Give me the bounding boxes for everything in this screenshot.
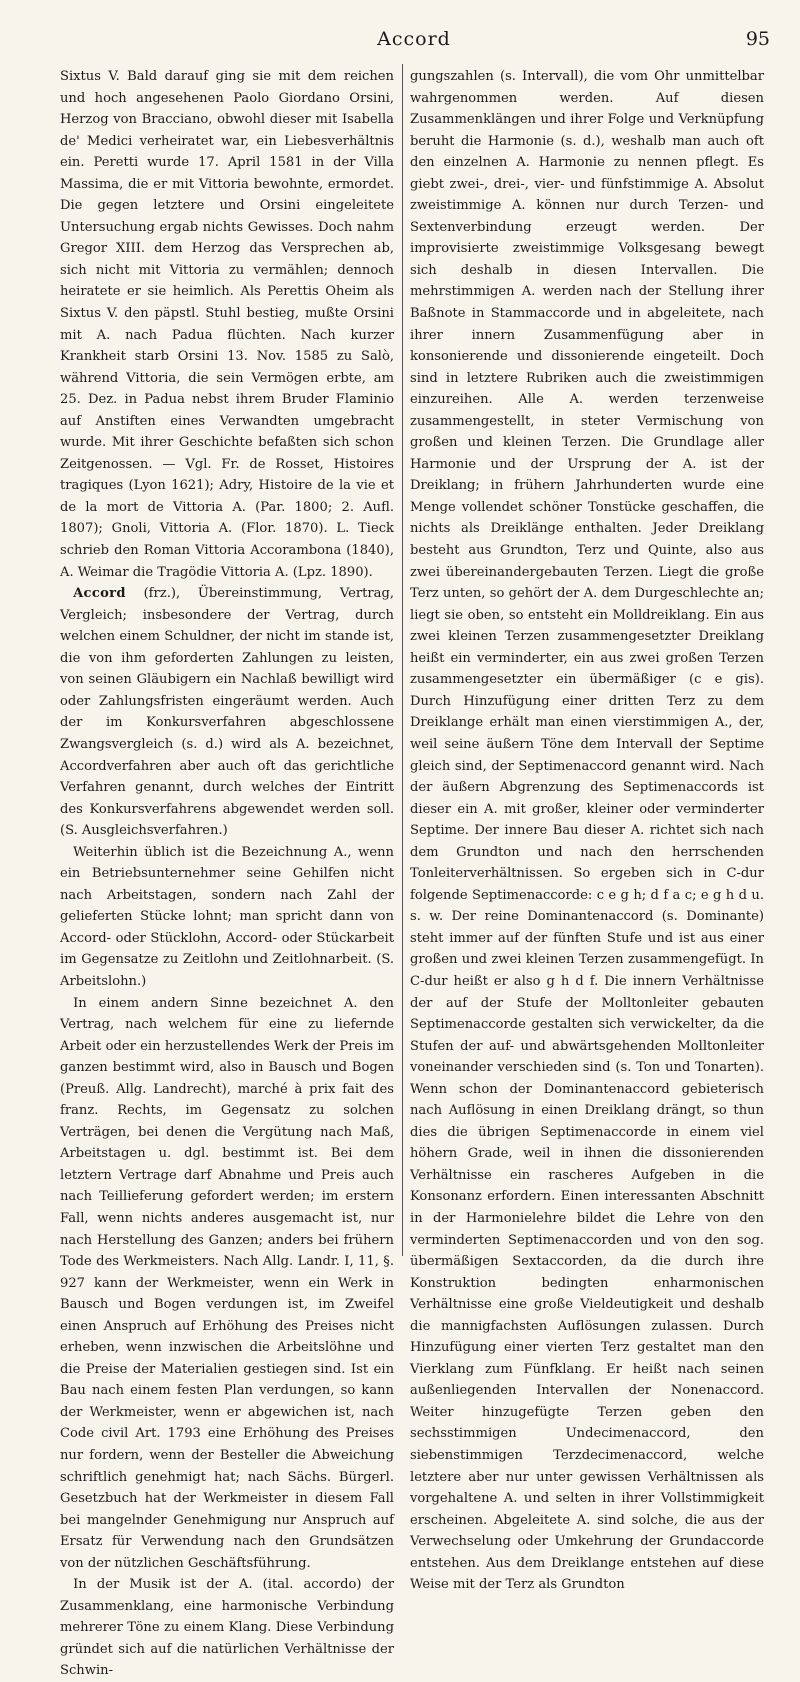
paragraph: gungszahlen (s. Intervall), die vom Ohr unmittelbar wahrgenommen werden. Auf diesen Zusammenklängen und ihrer Folge und Verknüpfung beruht die Harmonie (s. d.), weshalb man auch oft den einzelnen A. Harmonie zu nennen pflegt. Es giebt zwei-, drei-, vier- und fünfstimmige A. Absolut zweistimmige A. können nur durch Terzen- und Sextenverbindung erzeugt werden. Der improvisierte zweistimmige Volksgesang bewegt sich deshalb in diesen Intervallen. Die mehrstimmigen A. werden nach der Stellung ihrer Baßnote in Stammaccorde und in abgeleitete, nach ihrer innern Zusammenfügung aber in konsonierende und dissonierende eingeteilt. Doch sind in letztere Rubriken auch die zweistimmigen einzureihen. Alle A. werden terzenweise zusammengestellt, in steter Vermischung von großen und kleinen Terzen. Die Grundlage aller Harmonie und der Ursprung der A. ist der Dreiklang; in frühern Jahrhunderten wurde eine Menge vollendet schöner Tonstücke geschaffen, die nichts als Dreiklänge enthalten. Jeder Dreiklang besteht aus Grundton, Terz und Quinte, also aus zwei übereinandergebauten Terzen. Liegt die große Terz unten, so gehört der A. dem Durgeschlechte an; liegt sie oben, so entsteht ein Molldreiklang. Ein aus zwei kleinen Terzen zusammengesetzter Dreiklang heißt ein verminderter, ein aus zwei großen Terzen zusammengesetzter ein übermäßiger (c e gis). Durch Hinzufügung einer dritten Terz zu dem Dreiklange erhält man einen vierstimmigen A., der, weil seine äußern Töne dem Intervall der Septime gleich sind, der Septimenaccord genannt wird. Nach der äußern Abgrenzung des Septimenaccords ist dieser ein A. mit großer, kleiner oder verminderter Septime. Der innere Bau dieser A. richtet sich nach dem Grundton und nach den herrschenden Tonleiterverhältnissen. So ergeben sich in C-dur folgende Septimenaccorde: c e g h; d f a c; e g h d u. s. w. Der reine Dominantenaccord (s. Dominante) steht immer auf der fünften Stufe und ist aus einer großen und zwei kleinen Terzen zusammengefügt. In C-dur heißt er also g h d f. Die innern Verhältnisse der auf der Stufe der Molltonleiter gebauten Septimenaccorde gestalten sich verwickelter, da die Stufen der auf- und abwärtsgehenden Molltonleiter voneinander verschieden sind (s. Ton und Tonarten). Wenn schon der Dominantenaccord gebieterisch nach Auflösung in einen Dreiklang drängt, so thun dies die übrigen Septimenaccorde in einem viel höhern Grade, weil in ihnen die dissonierenden Verhältnisse ein rascheres Aufgeben in die Konsonanz erfordern. Einen interessanten Abschnitt in der Harmonielehre bildet die Lehre von den verminderten Septimenaccorden und von den sog. übermäßigen Sextaccorden, da die durch ihre Konstruktion bedingten enharmonischen Verhältnisse eine große Vieldeutigkeit und deshalb die mannigfachsten Auflösungen zulassen. Durch Hinzufügung einer vierten Terz gestaltet man den Vierklang zum Fünfklang. Er heißt nach seinen außenliegenden Intervallen der Nonenaccord. Weiter hinzugefügte Terzen geben den sechsstimmigen Undecimenaccord, den siebenstimmigen Terzdecimenaccord, welche letztere aber nur unter gewissen Verhältnissen als vorgehaltene A. und selten in ihrer Vollstimmigkeit erscheinen. Abgeleitete A. sind solche, die aus der Verwechselung oder Umkehrung der Grundaccorde entstehen. Aus dem Dreiklange entstehen auf diese Weise mit der Terz als Grundton [410, 69, 764, 1593]
text-column-right [410, 66, 764, 1593]
paragraph: In einem andern Sinne bezeichnet A. den Vertrag, nach welchem für eine zu liefernde Arbeit oder ein herzustellendes Werk der Preis im ganzen bestimmt wird, also in Bausch und Bogen (Preuß. Allg. Landrecht), marché à prix fait des franz. Rechts, im Gegensatz zu solchen Verträgen, bei denen die Vergütung nach Maß, Arbeitstagen u. dgl. bestimmt ist. Bei dem letztern Vertrage darf Abnahme und Preis auch nach Teillieferung gefordert werden; im erstern Fall, wenn nichts anderes ausgemacht ist, nur nach Herstellung des Ganzen; anders bei frühern Tode des Werkmeisters. Nach Allg. Landr. I, 11, §. 927 kann der Werkmeister, wenn ein Werk in Bausch und Bogen verdungen ist, im Zweifel einen Anspruch auf Erhöhung des Preises nicht erheben, wenn inzwischen die Arbeitslöhne und die Preise der Materialien gestiegen sind. Ist ein Bau nach einem festen Plan verdungen, so kann der Werkmeister, wenn er abgewichen ist, nach Code civil Art. 1793 eine Erhöhung des Preises nur fordern, wenn der Besteller die Abweichung schriftlich genehmigt hat; nach Sächs. Bürgerl. Gesetzbuch hat der Werkmeister in diesem Fall bei mangelnder Genehmigung nur Anspruch auf Ersatz für Verwendung nach den Grundsätzen von der nützlichen Geschäftsführung. [60, 995, 394, 1571]
entry-accord [60, 583, 394, 842]
paragraph: Weiterhin üblich ist die Bezeichnung A., wenn ein Betriebsunternehmer seine Gehilfen nicht nach Arbeitstagen, sondern nach Zahl der gelieferten Stücke lohnt; man spricht dann von Accord- oder Stücklohn, Accord- oder Stückarbeit im Gegensatze zu Zeitlohn und Zeitlohnarbeit. (S. Arbeitslohn.) [60, 844, 394, 989]
paragraph: Sixtus V. Bald darauf ging sie mit dem reichen und hoch angesehenen Paolo Giordano Orsini, Herzog von Bracciano, obwohl dieser mit Isabella de' Medici verheiratet war, ein Liebesverhältnis ein. Peretti wurde 17. April 1581 in der Villa Massima, die er mit Vittoria bewohnte, ermordet. Die gegen letztere und Orsini eingeleitete Untersuchung ergab nichts Gewisses. Doch nahm Gregor XIII. dem Herzog das Versprechen ab, sich nicht mit Vittoria zu vermählen; dennoch heiratete er sie heimlich. Als Perettis Oheim als Sixtus V. den päpstl. Stuhl bestieg, mußte Orsini mit A. nach Padua flüchten. Nach kurzer Krankheit starb Orsini 13. Nov. 1585 zu Salò, während Vittoria, die sein Vermögen erbte, am 25. Dez. in Padua nebst ihrem Bruder Flaminio auf Anstiften eines Verwandten umgebracht wurde. Mit ihrer Geschichte befaßten sich schon Zeitgenossen. — Vgl. Fr. de Rosset, Histoires tragiques (Lyon 1621); Adry, Histoire de la vie et de la mort de Vittoria A. (Par. 1800; 2. Aufl. 1807); Gnoli, Vittoria A. (Flor. 1870). L. Tieck schrieb den Roman Vittoria Accorambona (1840), A. Weimar die Tragödie Vittoria A. (Lpz. 1890). [60, 69, 394, 580]
page-number: 95 [745, 28, 770, 50]
running-title: Accord [377, 28, 451, 50]
text-column-left [60, 66, 394, 1679]
paragraph: In der Musik ist der A. (ital. accordo) der Zusammenklang, eine harmonische Verbindung mehrerer Töne zu einem Klang. Diese Verbindung gründet sich auf die natürlichen Verhältnisse der Schwin- [60, 1577, 394, 1679]
running-header [58, 28, 770, 58]
headword: Accord [73, 586, 126, 602]
paragraph: (frz.), Übereinstimmung, Vertrag, Vergleich; insbesondere der Vertrag, durch welchen einem Schuldner, der nicht im stande ist, die von ihm geforderten Zahlungen zu leisten, von seinen Gläubigern ein Nachlaß bewilligt wird oder Zahlungsfristen eingeräumt werden. Auch der im Konkursverfahren abgeschlossene Zwangsvergleich (s. d.) wird als A. bezeichnet, Accordverfahren aber auch oft das gerichtliche Verfahren genannt, durch welches der Eintritt des Konkursverfahrens abgewendet werden soll. (S. Ausgleichsverfahren.) [60, 586, 394, 839]
column-divider [402, 64, 403, 1256]
